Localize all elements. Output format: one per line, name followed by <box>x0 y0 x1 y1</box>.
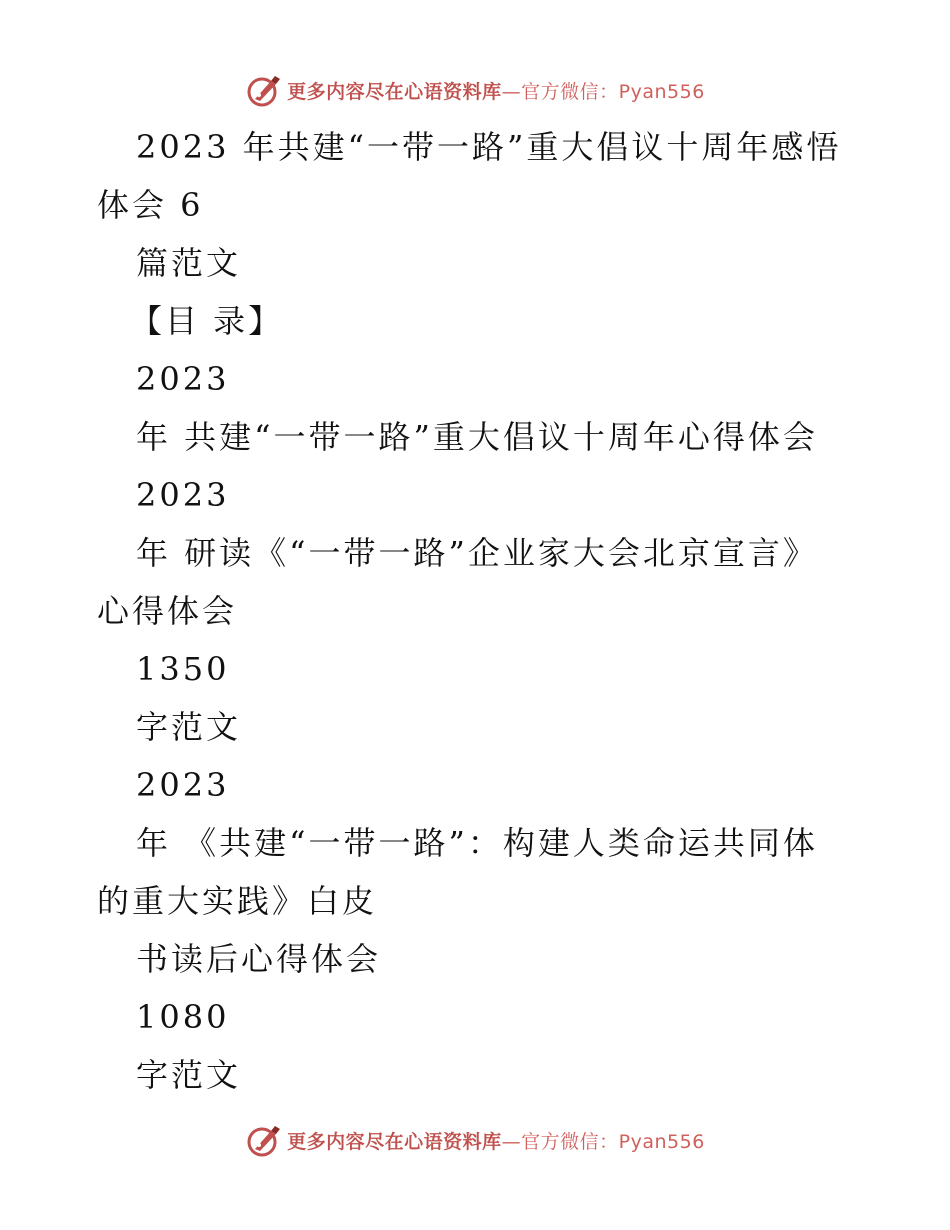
toc-item-3-title-cont: 的重大实践》白皮 <box>97 882 378 920</box>
toc-item-3-title: 年 《共建“一带一路”：构建人类命运共同体 <box>136 824 818 862</box>
document-title-line-3: 篇范文 <box>136 244 242 282</box>
footer-banner-contact: —官方微信：Pyan556 <box>501 1130 705 1153</box>
header-banner-title: 更多内容尽在心语资料库 <box>287 80 502 103</box>
toc-item-2-suffix: 字范文 <box>136 708 242 746</box>
toc-heading: 【目 录】 <box>130 302 284 340</box>
toc-item-3-year: 2023 <box>136 766 230 804</box>
toc-item-2-count: 1350 <box>136 650 230 688</box>
document-title-line-1: 2023 年共建“一带一路”重大倡议十周年感悟 <box>136 128 842 166</box>
toc-item-3-title-end: 书读后心得体会 <box>136 940 382 978</box>
toc-item-2-title: 年 研读《“一带一路”企业家大会北京宣言》 <box>136 534 818 572</box>
header-banner-contact: —官方微信：Pyan556 <box>501 80 705 103</box>
toc-item-3-count: 1080 <box>136 998 230 1036</box>
toc-item-1-title: 年 共建“一带一路”重大倡议十周年心得体会 <box>136 418 818 456</box>
toc-item-2-year: 2023 <box>136 476 230 514</box>
toc-item-2-title-cont: 心得体会 <box>97 592 238 630</box>
document-title-line-2: 体会 6 <box>97 186 204 224</box>
toc-item-3-suffix: 字范文 <box>136 1056 242 1094</box>
footer-banner <box>0 1120 950 1160</box>
header-banner <box>0 70 950 110</box>
pen-logo-icon <box>245 73 283 107</box>
pen-logo-icon <box>245 1123 283 1157</box>
header-banner-text <box>287 77 705 104</box>
toc-item-1-year: 2023 <box>136 360 230 398</box>
footer-banner-title: 更多内容尽在心语资料库 <box>287 1130 502 1153</box>
footer-banner-text <box>287 1127 705 1154</box>
